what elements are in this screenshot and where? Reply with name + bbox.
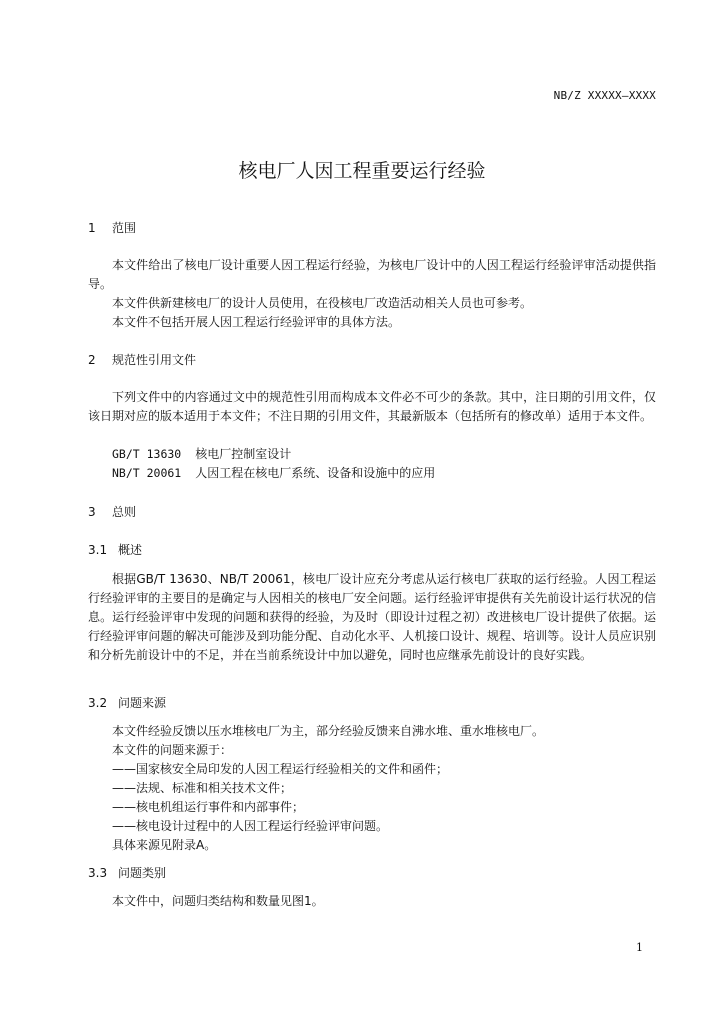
section-heading-normative-refs [88,351,196,369]
reference-item [112,464,435,483]
reference-code: NB/T 20061 [112,466,182,480]
scope-paragraph-3: 本文件不包括开展人因工程运行经验评审的具体方法。 [112,315,401,329]
reference-title: 人因工程在核电厂系统、设备和设施中的应用 [195,466,436,480]
subsection-number: 3.2 [88,696,108,710]
subsection-heading-sources [88,694,166,712]
subsection-number: 3.1 [88,543,108,557]
sources-list-item: ——国家核安全局印发的人因工程运行经验相关的文件和函件； [112,762,449,776]
sources-list-item: ——核电设计过程中的人因工程运行经验评审问题。 [112,819,389,833]
sources-list-item: ——核电机组运行事件和内部事件； [112,800,305,814]
document-title: 核电厂人因工程重要运行经验 [238,160,486,182]
sources-line: 本文件经验反馈以压水堆核电厂为主，部分经验反馈来自沸水堆、重水堆核电厂。 [112,724,545,738]
normative-refs-intro: 下列文件中的内容通过文中的规范性引用而构成本文件必不可少的条款。其中，注日期的引用文件，仅该日期对应的版本适用于本文件；不注日期的引用文件，其最新版本（包括所有的修改单）适用于本文件。 [88,390,656,423]
page-number: 1 [636,941,643,954]
section-title: 总则 [112,505,137,519]
section-number: 3 [88,505,96,519]
section-heading-scope [88,219,136,237]
section-title: 规范性引用文件 [112,353,197,367]
section-heading-general [88,503,136,521]
subsection-heading-overview [88,541,142,559]
subsection-title: 问题类别 [118,866,167,880]
sources-line: 具体来源见附录A。 [112,838,217,852]
categories-text: 本文件中，问题归类结构和数量见图1。 [112,894,324,908]
overview-paragraph: 根据GB/T 13630、NB/T 20061，核电厂设计应充分考虑从运行核电厂获取的运行经验。人因工程运行经验评审的主要目的是确定与人因相关的核电厂安全问题。运行经验评审提供有关先前设计运行状况的信息。运行经验评审中发现的问题和获得的经验，为及时（即设计过程之初）改进核电厂设计提供了依据。运行经验评审问题的解决可能涉及到功能分配、自动化水平、人机接口设计、规程、培训等。设计人员应识别和分析先前设计中的不足，并在当前系统设计中加以避免，同时也应继承先前设计的良好实践。 [88,572,656,662]
subsection-title: 问题来源 [118,696,167,710]
subsection-heading-categories [88,864,166,882]
reference-item [112,445,291,464]
document-code: NB/Z XXXXX—XXXX [553,89,656,102]
scope-paragraph-1: 本文件给出了核电厂设计重要人因工程运行经验，为核电厂设计中的人因工程运行经验评审活动提供指导。 [88,258,656,291]
section-number: 1 [88,221,96,235]
reference-title: 核电厂控制室设计 [195,447,292,461]
sources-list-item: ——法规、标准和相关技术文件； [112,781,293,795]
section-title: 范围 [112,221,137,235]
scope-paragraph-2: 本文件供新建核电厂的设计人员使用，在役核电厂改造活动相关人员也可参考。 [112,296,533,310]
reference-code: GB/T 13630 [112,447,182,461]
section-number: 2 [88,353,96,367]
sources-line: 本文件的问题来源于： [112,743,233,757]
subsection-number: 3.3 [88,866,108,880]
subsection-title: 概述 [118,543,143,557]
